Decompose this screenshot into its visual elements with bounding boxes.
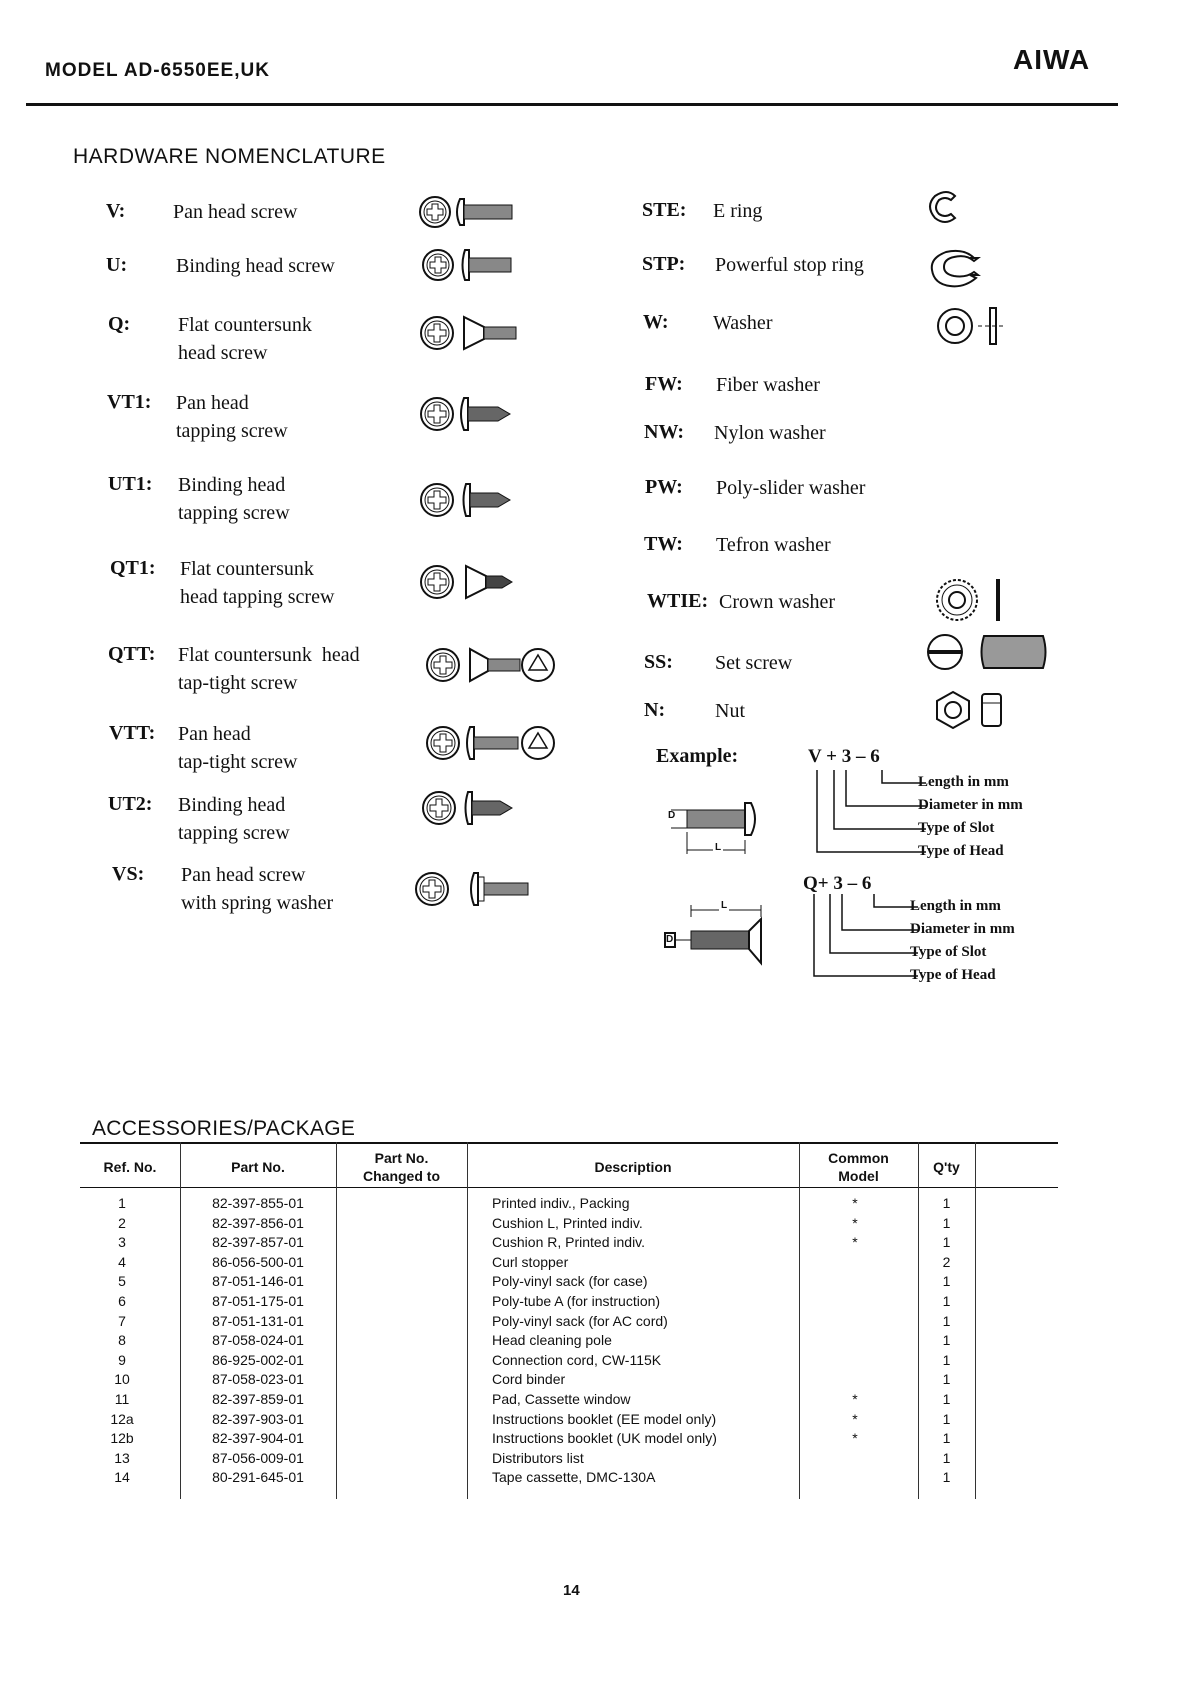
example-q-diameter: Diameter in mm (910, 921, 1015, 937)
table-top-rule (80, 1142, 1058, 1144)
pan-head-spring-washer-screw-icon (414, 869, 534, 909)
hw-code: N: (644, 699, 666, 721)
hw-desc: Tefron washer (716, 534, 831, 556)
example-dim-l-2: L (721, 900, 728, 911)
part-column: 82-397-855-01 82-397-856-01 82-397-857-01 86-056-500-01 87-051-146-01 87-051-175-01 87-051-131-01 87-058-024-01 86-925-002-01 87-058-023-01 82-397-859-01 82-397-903-01 82-397-904-01 87-056-009-01 80-291-645-01 (212, 1195, 304, 1486)
hw-code: VS: (112, 863, 145, 885)
common-column: * * * * * * (852, 1195, 858, 1447)
hw-desc: Crown washer (719, 591, 836, 613)
example-q-code: Q+ 3 – 6 (803, 873, 872, 894)
example-v-code: V + 3 – 6 (808, 746, 880, 767)
hw-code: WTIE: (647, 590, 709, 612)
hw-desc: E ring (713, 200, 763, 222)
qty-column: 1 1 1 2 1 1 1 1 1 1 1 1 1 1 1 (942, 1195, 951, 1486)
washer-icon (936, 305, 1012, 347)
pan-head-screw-icon (418, 195, 518, 229)
table-header-rule (80, 1187, 1058, 1188)
hw-code: NW: (644, 421, 684, 443)
example-dim-l: L (715, 842, 722, 853)
example-q-length: Length in mm (910, 898, 1001, 914)
hw-code: QTT: (108, 643, 156, 665)
hardware-title: HARDWARE NOMENCLATURE (73, 145, 386, 168)
hw-code: STP: (642, 253, 686, 275)
hw-code: Q: (108, 313, 131, 335)
example-v-diameter: Diameter in mm (918, 797, 1023, 813)
hw-desc: Washer (713, 312, 773, 334)
flat-countersunk-screw-icon (420, 313, 520, 353)
example-q-head: Type of Head (910, 967, 996, 983)
hw-code: QT1: (110, 557, 156, 579)
hw-desc: Powerful stop ring (715, 254, 864, 276)
hw-code: U: (106, 254, 128, 276)
hw-desc: Set screw (715, 652, 793, 674)
example-dim-d-2: D (666, 934, 674, 945)
hw-code: TW: (644, 533, 683, 555)
hw-code: UT1: (108, 473, 153, 495)
col-description: Description (594, 1159, 672, 1175)
hw-desc: Binding head tapping screw (178, 794, 290, 844)
example-dim-d: D (668, 810, 676, 821)
hw-desc: Pan head tapping screw (176, 392, 288, 442)
hw-code: UT2: (108, 793, 153, 815)
e-ring-icon (925, 188, 965, 228)
hw-code: PW: (645, 476, 683, 498)
hw-desc: Pan head screw with spring washer (181, 864, 334, 914)
nut-icon (935, 690, 1005, 730)
hw-desc: Flat countersunk head screw (178, 314, 312, 364)
pan-head-tapping-screw-icon (420, 394, 520, 434)
hw-code: V: (106, 200, 126, 222)
hw-code: W: (643, 311, 669, 333)
brand-logo: AIWA (1013, 44, 1091, 75)
pan-head-tap-tight-screw-icon (426, 723, 558, 763)
hw-desc: Binding head screw (176, 255, 335, 277)
example-q-slot: Type of Slot (910, 944, 987, 960)
hw-code: STE: (642, 199, 687, 221)
hw-desc: Pan head screw (173, 201, 298, 223)
example-label: Example: (656, 745, 739, 767)
hw-desc: Fiber washer (716, 374, 820, 396)
example-v-slot: Type of Slot (918, 820, 995, 836)
hw-desc: Nylon washer (714, 422, 826, 444)
hw-desc: Binding head tapping screw (178, 474, 290, 524)
example-v-length: Length in mm (918, 774, 1009, 790)
model-label: MODEL AD-6550EE,UK (45, 60, 270, 81)
hw-code: VTT: (109, 722, 156, 744)
binding-head-tapping-screw-2-icon (422, 788, 522, 828)
hw-desc: Flat countersunk head tapping screw (180, 558, 335, 608)
example-v-head: Type of Head (918, 843, 1004, 859)
col-common-model: Common Model (828, 1150, 889, 1184)
header-rule (26, 103, 1118, 106)
accessories-title: ACCESSORIES/PACKAGE (92, 1117, 356, 1140)
col-part-no: Part No. (231, 1159, 285, 1175)
hw-desc: Nut (715, 700, 745, 722)
hw-desc: Pan head tap-tight screw (178, 723, 298, 773)
accessories-table (80, 1142, 1060, 1504)
binding-head-screw-icon (421, 248, 521, 282)
binding-head-tapping-screw-icon (420, 480, 520, 520)
stop-ring-icon (928, 248, 988, 288)
flat-countersunk-tapping-screw-icon (420, 562, 520, 602)
hw-code: SS: (644, 651, 673, 673)
hw-code: VT1: (107, 391, 152, 413)
description-column: Printed indiv., Packing Cushion L, Printed indiv. Cushion R, Printed indiv. Curl stopper Poly-vinyl sack (for case) Poly-tube A (for instruction) Poly-vinyl sack (for AC cord) Head cleaning pole Connection cord, CW-115K Cord binder Pad, Cassette window Instructions booklet (EE model only) Instructions booklet (UK model only) Distributors list Tape cassette, DMC-130A (492, 1195, 717, 1486)
hw-desc: Poly-slider washer (716, 477, 866, 499)
col-part-changed: Part No. Changed to (363, 1150, 440, 1184)
set-screw-icon (925, 631, 1051, 673)
ref-column: 1 2 3 4 5 6 7 8 9 10 11 12a 12b 13 14 (110, 1195, 134, 1486)
page-number: 14 (563, 1582, 580, 1599)
hw-code: FW: (645, 373, 683, 395)
crown-washer-icon (933, 576, 1013, 624)
col-ref-no: Ref. No. (103, 1159, 157, 1175)
col-qty: Q'ty (933, 1159, 960, 1175)
flat-countersunk-tap-tight-screw-icon (426, 645, 558, 685)
hw-desc: Flat countersunk head tap-tight screw (178, 644, 360, 694)
